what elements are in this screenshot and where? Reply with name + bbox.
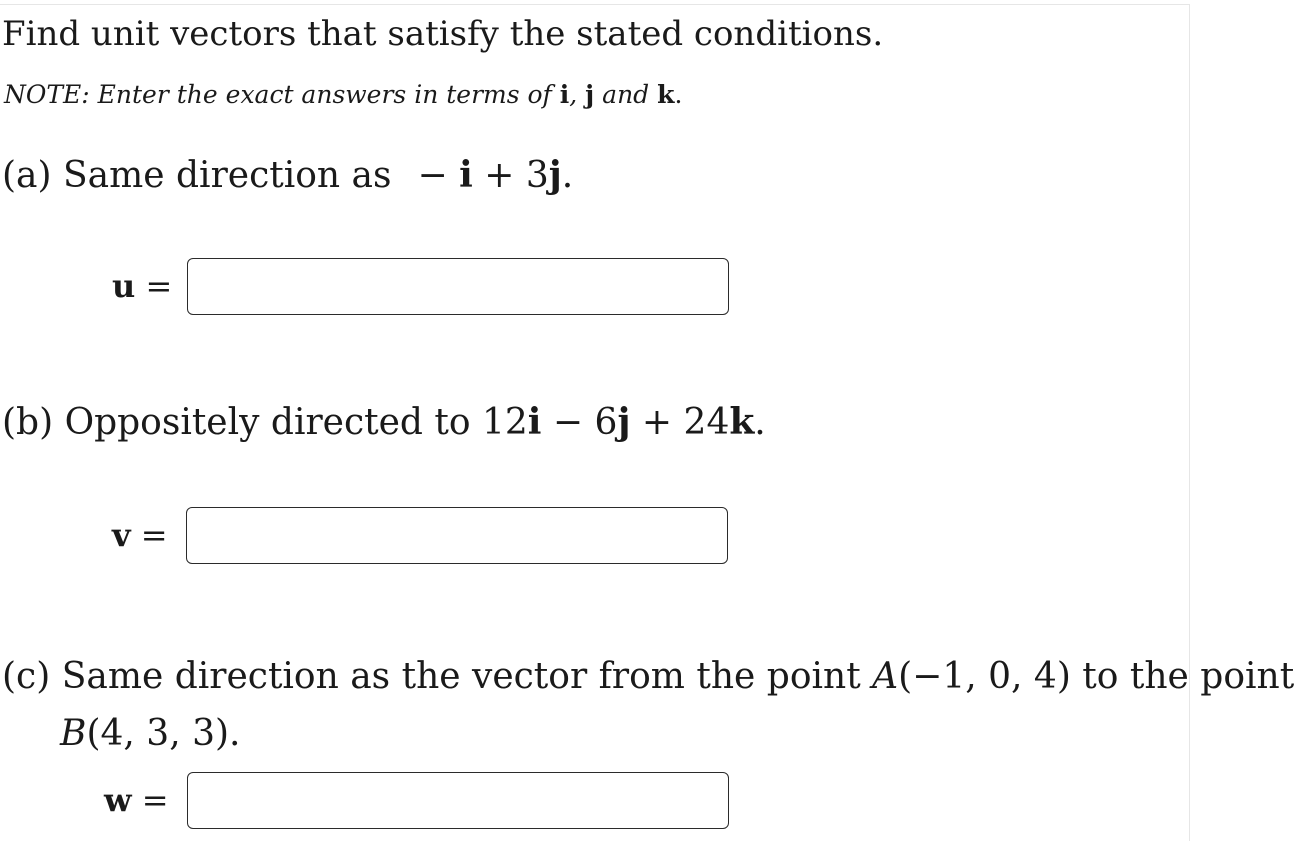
part-c-question-line2	[60, 712, 241, 756]
part-b-mid2: + 24	[630, 402, 730, 443]
part-b-end: .	[754, 402, 766, 443]
part-c-label: (c) Same direction as the vector from the point	[2, 656, 873, 697]
instructions-title: Find unit vectors that satisfy the stated conditions.	[2, 14, 884, 54]
note-j: j	[585, 80, 595, 109]
part-a-minus: −	[417, 155, 460, 196]
part-a-label: (a) Same direction as	[2, 155, 392, 196]
part-b-label: (b) Oppositely directed to 12	[2, 402, 528, 443]
equals-w: =	[131, 781, 169, 819]
point-b-name: B	[60, 713, 87, 754]
part-b-i: i	[527, 401, 542, 443]
note-k: k	[657, 80, 675, 109]
part-b-mid: − 6	[541, 402, 618, 443]
note-prefix: NOTE: Enter the exact answers in terms of	[4, 80, 560, 109]
note-i: i	[559, 80, 570, 109]
var-v: v	[112, 516, 131, 554]
answer-w-input[interactable]	[187, 772, 729, 829]
note-and: and	[594, 80, 658, 109]
answer-w-label	[104, 780, 169, 820]
part-b-k: k	[729, 401, 755, 443]
answer-u-label	[112, 266, 172, 306]
part-a-plus: + 3	[472, 155, 549, 196]
point-b-coords: (4, 3, 3).	[86, 713, 241, 754]
part-a-j: j	[548, 154, 562, 196]
part-a-i: i	[459, 154, 473, 196]
note-end: .	[674, 80, 683, 109]
var-u: u	[112, 267, 136, 305]
answer-u-input[interactable]	[187, 258, 729, 315]
instructions-note	[4, 78, 682, 112]
point-a-coords: (−1, 0, 4) to the point	[898, 656, 1294, 697]
var-w: w	[104, 781, 132, 819]
note-sep: ,	[569, 80, 586, 109]
answer-v-label	[112, 515, 168, 555]
point-a-name: A	[872, 656, 899, 697]
equals-u: =	[135, 267, 173, 305]
part-a-question	[2, 153, 573, 198]
part-b-question	[2, 400, 766, 445]
answer-v-input[interactable]	[186, 507, 728, 564]
part-a-end: .	[561, 155, 574, 196]
part-c-question-line1	[2, 655, 1294, 699]
equals-v: =	[130, 516, 168, 554]
part-b-j: j	[617, 401, 631, 443]
